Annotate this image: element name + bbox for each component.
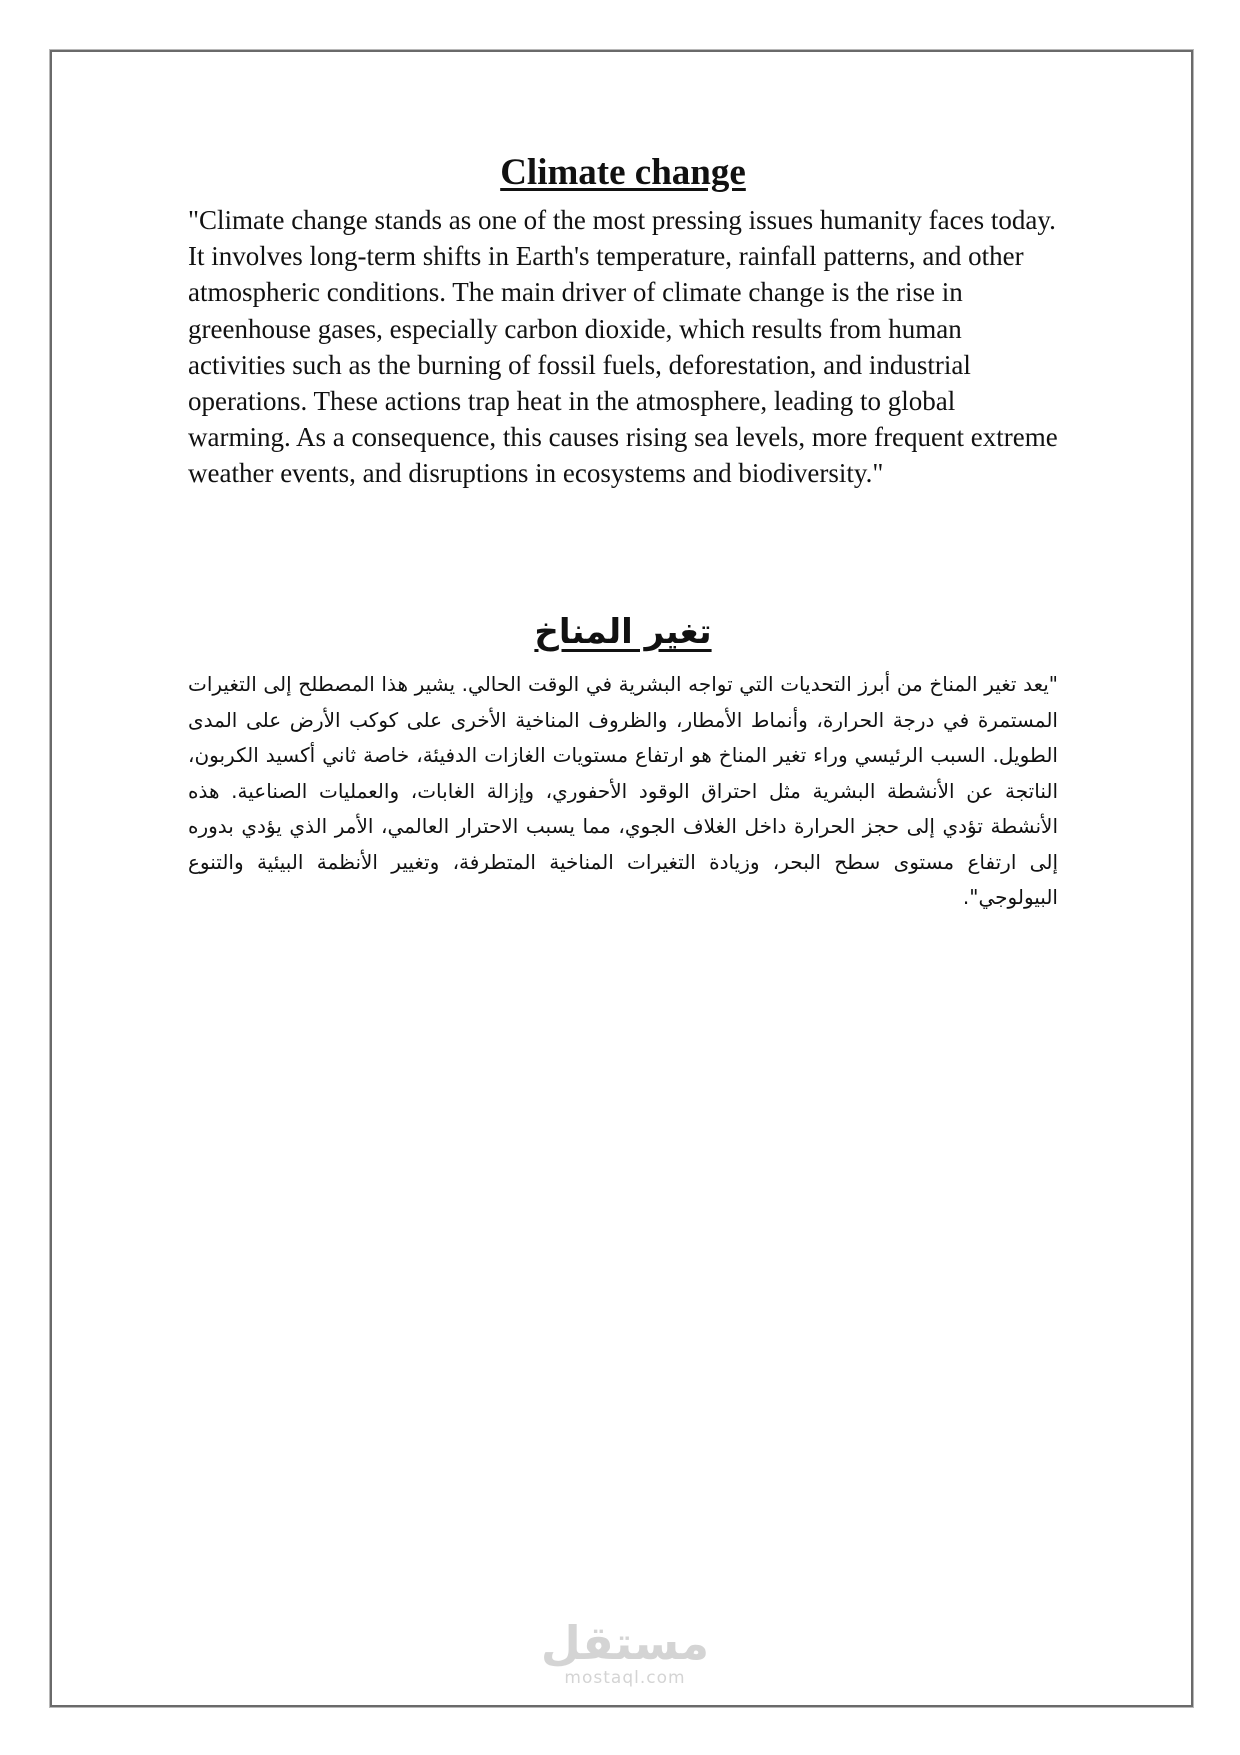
arabic-paragraph: "يعد تغير المناخ من أبرز التحديات التي تواجه البشرية في الوقت الحالي. يشير هذا المصطلح إلى التغيرات المستمرة في درجة الحرارة، وأنماط الأمطار، والظروف المناخية الأخرى على كوكب الأرض على المدى الطويل. السبب الرئيسي وراء تغير المناخ هو ارتفاع مستويات الغازات الدفيئة، خاصة ثاني أكسيد الكربون، الناتجة عن الأنشطة البشرية مثل احتراق الوقود الأحفوري، وإزالة الغابات، والعمليات الصناعية. هذه الأنشطة تؤدي إلى حجز الحرارة داخل الغلاف الجوي، مما يسبب الاحترار العالمي، الأمر الذي يؤدي بدوره إلى ارتفاع مستوى سطح البحر، وزيادة التغيرات المناخية المتطرفة، وتغيير الأنظمة البيئية والتنوع البيولوجي". (188, 672, 1058, 909)
english-section (188, 150, 1058, 492)
english-title: Climate change (500, 152, 746, 193)
english-paragraph: "Climate change stands as one of the most pressing issues humanity faces today. It involves long-term shifts in Earth's temperature, rainfall patterns, and other atmospheric conditions. The main driver of climate change is the rise in greenhouse gases, especially carbon dioxide, which results from human activities such as the burning of fossil fuels, deforestation, and industrial operations. These actions trap heat in the atmosphere, leading to global warming. As a consequence, this causes rising sea levels, more frequent extreme weather events, and disruptions in ecosystems and biodiversity." (188, 205, 1058, 489)
watermark-logo: مستقل (540, 1616, 710, 1670)
arabic-section (188, 607, 1058, 916)
mostaql-watermark (535, 1618, 715, 1688)
watermark-url: mostaql.com (564, 1668, 686, 1688)
arabic-title: تغير المناخ (534, 612, 712, 652)
